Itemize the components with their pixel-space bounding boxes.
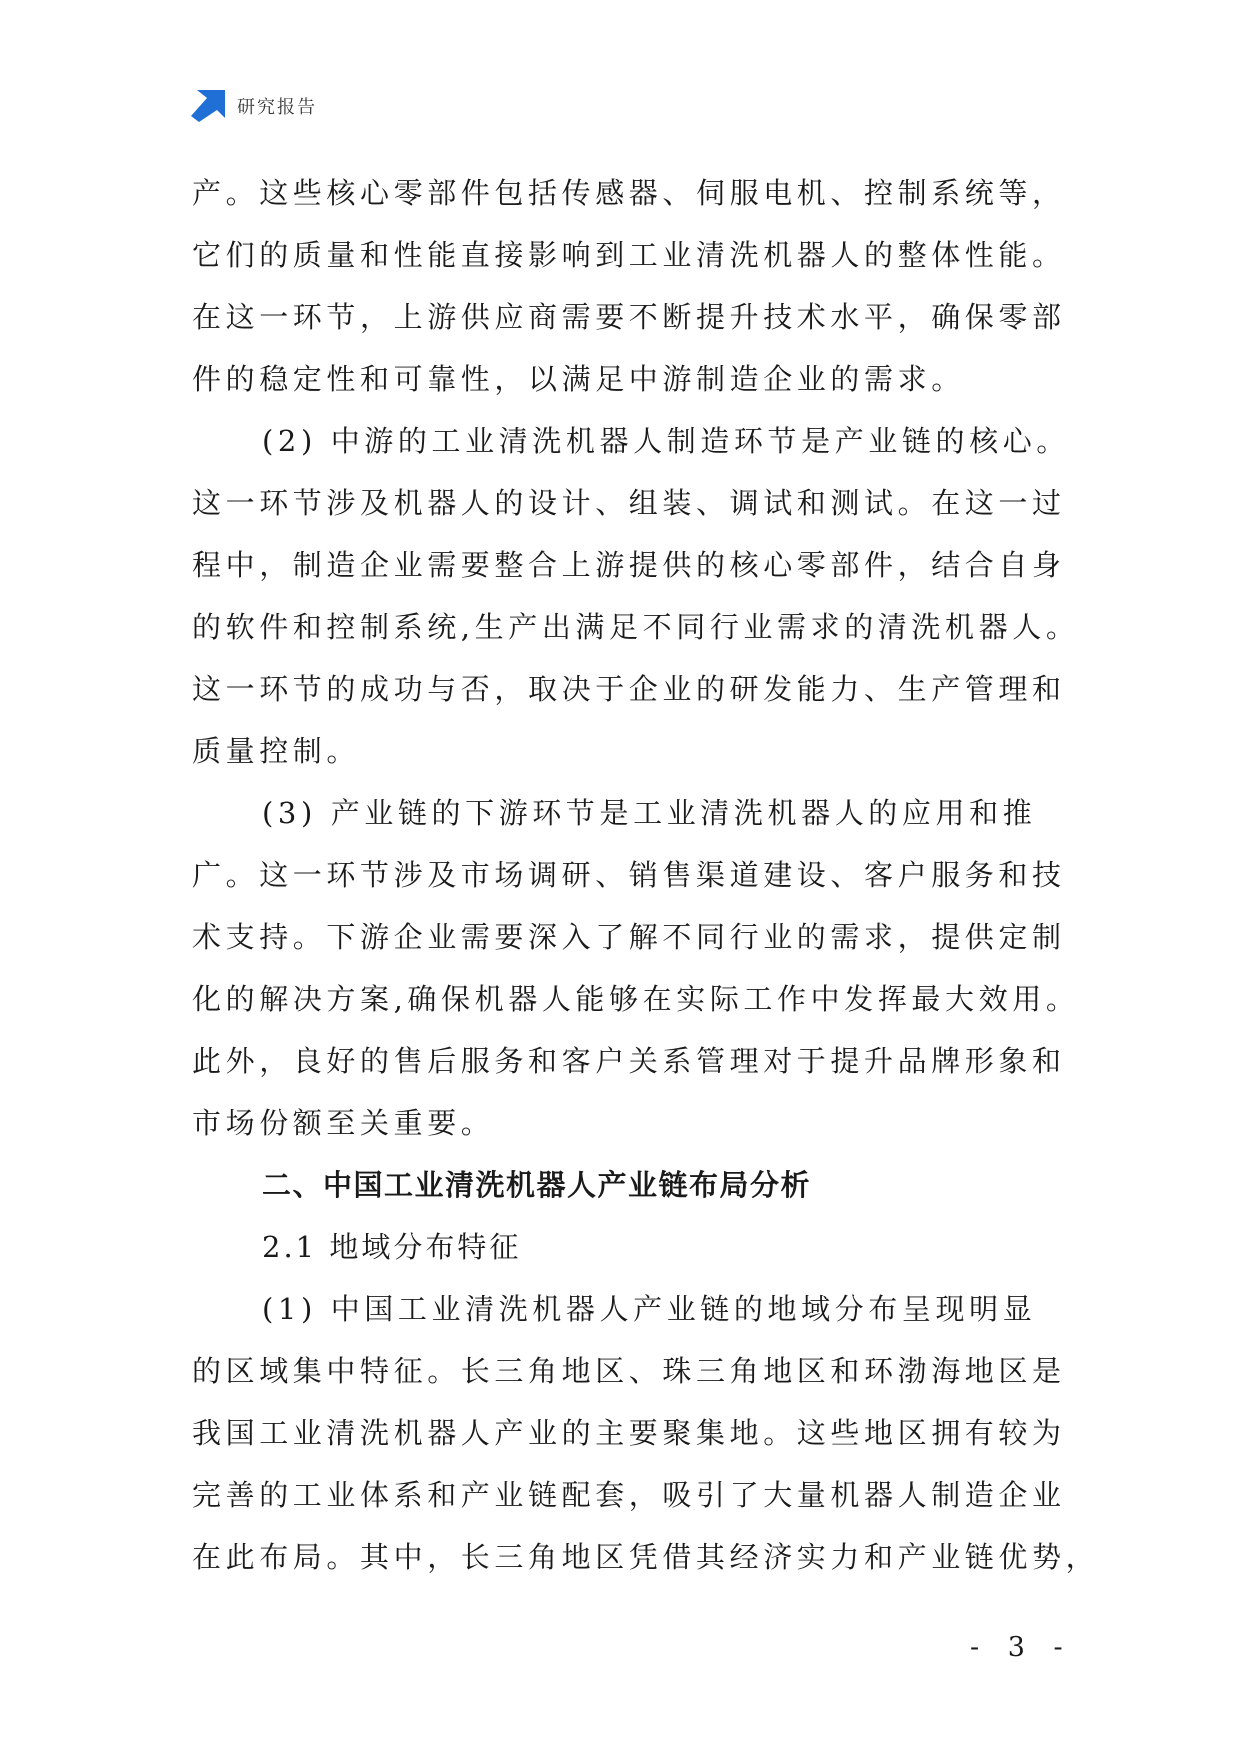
text-line: 产。这些核心零部件包括传感器、伺服电机、控制系统等，	[192, 176, 1066, 210]
text-line: (1) 中国工业清洗机器人产业链的地域分布呈现明显	[262, 1292, 1037, 1326]
text-line: 化的解决方案,确保机器人能够在实际工作中发挥最大效用。	[192, 982, 1080, 1016]
text-line: 件的稳定性和可靠性，以满足中游制造企业的需求。	[192, 362, 965, 396]
text-line: 术支持。下游企业需要深入了解不同行业的需求，提供定制	[192, 920, 1066, 954]
text-line: 这一环节涉及机器人的设计、组装、调试和测试。在这一过	[192, 486, 1066, 520]
section-heading: 二、中国工业清洗机器人产业链布局分析	[262, 1168, 812, 1202]
text-line: 完善的工业体系和产业链配套，吸引了大量机器人制造企业	[192, 1478, 1066, 1512]
text-line: 市场份额至关重要。	[192, 1106, 495, 1140]
text-line: 我国工业清洗机器人产业的主要聚集地。这些地区拥有较为	[192, 1416, 1066, 1450]
text-line: 的软件和控制系统,生产出满足不同行业需求的清洗机器人。	[192, 610, 1080, 644]
text-line: (2) 中游的工业清洗机器人制造环节是产业链的核心。	[262, 424, 1070, 458]
text-line: (3) 产业链的下游环节是工业清洗机器人的应用和推	[262, 796, 1037, 830]
arrow-up-right-icon	[191, 90, 225, 122]
text-line: 质量控制。	[192, 734, 361, 768]
text-line: 此外，良好的售后服务和客户关系管理对于提升品牌形象和	[192, 1044, 1066, 1078]
text-line: 这一环节的成功与否，取决于企业的研发能力、生产管理和	[192, 672, 1066, 706]
page-header	[191, 90, 317, 122]
text-line: 程中，制造企业需要整合上游提供的核心零部件，结合自身	[192, 548, 1066, 582]
page-number: - 3 -	[970, 1632, 1073, 1663]
text-line: 的区域集中特征。长三角地区、珠三角地区和环渤海地区是	[192, 1354, 1066, 1388]
header-title: 研究报告	[237, 97, 317, 118]
document-body	[192, 162, 1100, 1588]
subsection-heading: 2.1 地域分布特征	[262, 1230, 522, 1264]
text-line: 在这一环节，上游供应商需要不断提升技术水平，确保零部	[192, 300, 1066, 334]
text-line: 广。这一环节涉及市场调研、销售渠道建设、客户服务和技	[192, 858, 1066, 892]
text-line: 在此布局。其中，长三角地区凭借其经济实力和产业链优势，	[192, 1540, 1100, 1574]
text-line: 它们的质量和性能直接影响到工业清洗机器人的整体性能。	[192, 238, 1066, 272]
